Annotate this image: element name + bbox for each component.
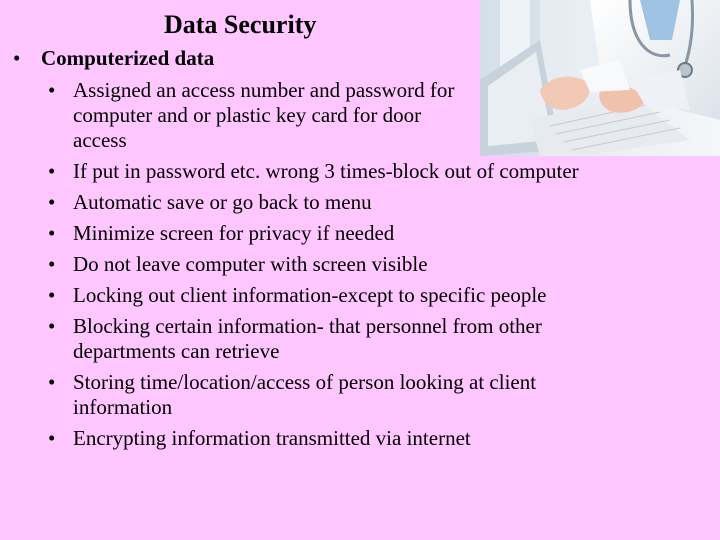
bullet-icon: • [48, 370, 56, 394]
list-item-text: Encrypting information transmitted via internet [73, 426, 471, 450]
bullet-icon: • [48, 190, 56, 214]
list-item-text: If put in password etc. wrong 3 times-block out of computer [73, 159, 579, 183]
list-item [0, 78, 473, 153]
list-item-text: Storing time/location/access of person looking at client information [73, 370, 537, 419]
bullet-icon: • [48, 252, 56, 276]
bullet-icon: • [48, 426, 56, 450]
list-item [0, 370, 633, 420]
bullet-list [0, 44, 720, 457]
list-item [0, 159, 653, 184]
slide-title: Data Security [164, 10, 317, 39]
list-item-text: Do not leave computer with screen visible [73, 252, 428, 276]
bullet-icon: • [48, 283, 56, 307]
list-item [0, 283, 653, 308]
bullet-icon: • [48, 221, 56, 245]
list-item [0, 190, 653, 215]
list-item [0, 426, 653, 451]
list-item-computerized-data [0, 44, 720, 72]
bullet-icon: • [13, 46, 21, 70]
list-item [0, 221, 653, 246]
list-item-text: Locking out client information-except to specific people [73, 283, 547, 307]
list-item-text: Minimize screen for privacy if needed [73, 221, 395, 245]
bullet-icon: • [48, 78, 56, 102]
list-item [0, 252, 653, 277]
list-item-label: Computerized data [41, 46, 215, 70]
list-item-text: Blocking certain information- that personnel from other departments can retrieve [73, 314, 542, 363]
list-item [0, 314, 633, 364]
list-item-text: Automatic save or go back to menu [73, 190, 372, 214]
bullet-icon: • [48, 314, 56, 338]
bullet-icon: • [48, 159, 56, 183]
list-item-text: Assigned an access number and password for computer and or plastic key card for door access [73, 78, 455, 152]
